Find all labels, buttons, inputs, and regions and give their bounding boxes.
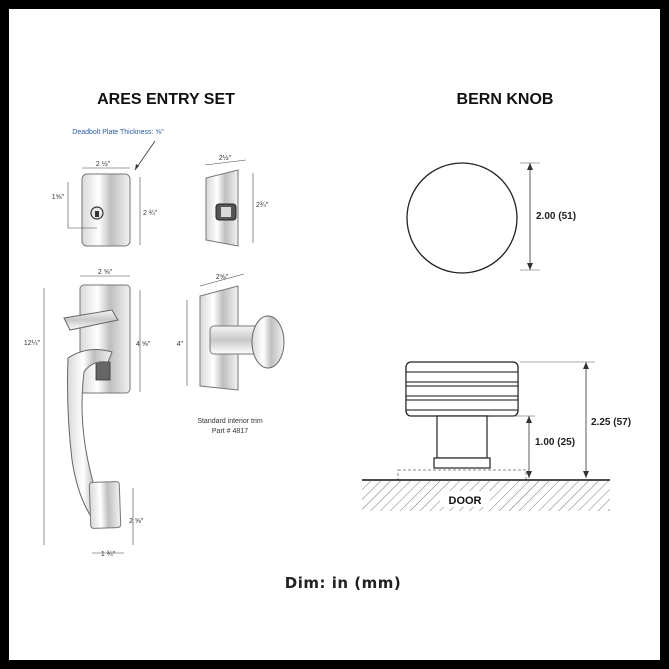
interior-height-label: 4" bbox=[176, 341, 183, 348]
deadbolt-height-label: 2 ¾" bbox=[143, 210, 158, 217]
grip-upper-height-label: 4 ⅝" bbox=[136, 341, 151, 348]
grip-bottom-height-label: 2 ⅝" bbox=[129, 518, 144, 525]
interior-knob bbox=[252, 316, 284, 368]
grip-total-height-label: 12¼" bbox=[23, 340, 40, 347]
side-height-label: 2¾" bbox=[256, 202, 269, 209]
interior-width-label: 2⅝" bbox=[215, 274, 229, 281]
deadbolt-front-view bbox=[52, 129, 164, 246]
side-width-label: 2½" bbox=[218, 155, 232, 162]
ares-title: ARES ENTRY SET bbox=[97, 91, 235, 108]
interior-label-line1: Standard interior trim bbox=[197, 418, 263, 425]
bern-projection-label: 2.25 (57) bbox=[591, 417, 632, 428]
bern-side-view bbox=[362, 362, 631, 511]
door-label: DOOR bbox=[448, 495, 482, 507]
units-footer: Dim: in (mm) bbox=[284, 574, 402, 592]
deadbolt-cyl-height-label: 1⅝" bbox=[51, 194, 64, 201]
bern-knob-rose bbox=[434, 458, 490, 468]
grip-handle-view bbox=[24, 269, 151, 558]
bern-title: BERN KNOB bbox=[456, 91, 554, 108]
grip-plate-width-label: 2 ⅝" bbox=[97, 269, 113, 276]
bern-diameter-label: 2.00 (51) bbox=[536, 211, 577, 222]
bern-front-view bbox=[407, 163, 576, 273]
interior-label-line2: Part # 4817 bbox=[211, 428, 249, 435]
deadbolt-thickness-note: Deadbolt Plate Thickness: ⅝" bbox=[72, 129, 164, 136]
deadbolt-plate bbox=[82, 174, 130, 246]
bern-knob-face bbox=[407, 163, 517, 273]
bern-knob-neck bbox=[437, 416, 487, 458]
grip-depth-label: 1 ¾" bbox=[100, 551, 116, 558]
deadbolt-width-label: 2 ½" bbox=[95, 161, 111, 168]
bern-neck-height-label: 1.00 (25) bbox=[535, 437, 576, 448]
grip-bottom-plate bbox=[89, 481, 121, 528]
interior-trim-view bbox=[177, 274, 284, 435]
deadbolt-side-view bbox=[205, 154, 269, 246]
